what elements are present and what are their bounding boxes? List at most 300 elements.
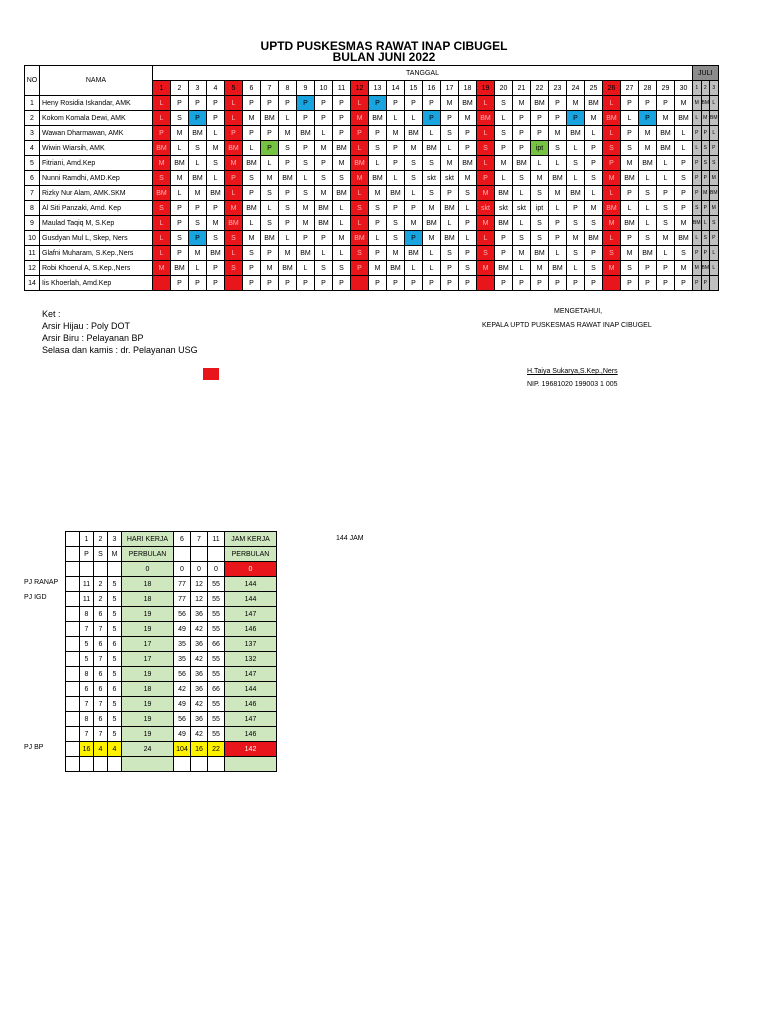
shift-cell: P bbox=[261, 246, 279, 261]
juli-shift-cell: P bbox=[701, 171, 710, 186]
shift-cell: L bbox=[207, 171, 225, 186]
juli-day-header: 3 bbox=[710, 81, 719, 96]
shift-cell: P bbox=[315, 96, 333, 111]
row-name: Fitriani, Amd.Kep bbox=[40, 156, 153, 171]
shift-cell: L bbox=[459, 231, 477, 246]
shift-cell: P bbox=[549, 231, 567, 246]
shift-cell: S bbox=[477, 141, 495, 156]
shift-cell: P bbox=[495, 276, 513, 291]
juli-shift-cell: BM bbox=[701, 261, 710, 276]
recap-b: 0 bbox=[174, 562, 191, 577]
shift-cell: M bbox=[333, 231, 351, 246]
shift-cell: P bbox=[333, 126, 351, 141]
row-no: 1 bbox=[25, 96, 40, 111]
shift-cell: M bbox=[639, 126, 657, 141]
juli-shift-cell: S bbox=[710, 216, 719, 231]
shift-cell: L bbox=[423, 246, 441, 261]
shift-cell: P bbox=[243, 126, 261, 141]
shift-cell: BM bbox=[459, 156, 477, 171]
juli-shift-cell: S bbox=[701, 231, 710, 246]
shift-cell: L bbox=[225, 186, 243, 201]
shift-cell: P bbox=[675, 276, 693, 291]
shift-cell: L bbox=[405, 186, 423, 201]
shift-cell: BM bbox=[477, 111, 495, 126]
recap-row bbox=[66, 727, 277, 742]
schedule-row bbox=[25, 231, 719, 246]
shift-cell: P bbox=[459, 216, 477, 231]
shift-cell: P bbox=[189, 201, 207, 216]
shift-cell: L bbox=[621, 201, 639, 216]
recap-b: 0 bbox=[191, 562, 208, 577]
schedule-row bbox=[25, 261, 719, 276]
shift-cell: P bbox=[207, 201, 225, 216]
shift-cell: BM bbox=[441, 201, 459, 216]
shift-cell: S bbox=[585, 171, 603, 186]
juli-shift-cell: P bbox=[701, 126, 710, 141]
shift-cell: ipt bbox=[531, 141, 549, 156]
recap-a: 7 bbox=[80, 622, 94, 637]
shift-cell: M bbox=[621, 156, 639, 171]
shift-cell: P bbox=[297, 231, 315, 246]
day-header: 27 bbox=[621, 81, 639, 96]
shift-cell: L bbox=[657, 171, 675, 186]
recap-b: 42 bbox=[191, 622, 208, 637]
recap-b: 36 bbox=[191, 682, 208, 697]
shift-cell: S bbox=[585, 216, 603, 231]
shift-cell: M bbox=[531, 171, 549, 186]
recap-jam: 137 bbox=[225, 637, 277, 652]
schedule-row bbox=[25, 246, 719, 261]
juli-shift-cell: M bbox=[710, 201, 719, 216]
shift-cell: L bbox=[225, 96, 243, 111]
shift-cell: P bbox=[369, 216, 387, 231]
juli-shift-cell: S bbox=[710, 156, 719, 171]
shift-cell: S bbox=[153, 171, 171, 186]
shift-cell: P bbox=[297, 111, 315, 126]
schedule-row bbox=[25, 156, 719, 171]
recap-head-num: 2 bbox=[94, 532, 108, 547]
shift-cell: S bbox=[621, 261, 639, 276]
recap-blank bbox=[66, 592, 80, 607]
shift-cell: S bbox=[207, 156, 225, 171]
shift-cell: BM bbox=[549, 261, 567, 276]
recap-blank bbox=[208, 757, 225, 772]
shift-cell: S bbox=[459, 261, 477, 276]
shift-cell: L bbox=[243, 216, 261, 231]
shift-cell: skt bbox=[477, 201, 495, 216]
shift-cell: BM bbox=[675, 231, 693, 246]
shift-cell: L bbox=[513, 216, 531, 231]
shift-cell: M bbox=[585, 111, 603, 126]
recap-row bbox=[66, 622, 277, 637]
shift-cell: L bbox=[153, 96, 171, 111]
shift-cell: P bbox=[243, 261, 261, 276]
juli-shift-cell: P bbox=[701, 201, 710, 216]
recap-hari: 18 bbox=[122, 577, 174, 592]
recap-jam: 142 bbox=[225, 742, 277, 757]
shift-cell: L bbox=[171, 186, 189, 201]
shift-cell: P bbox=[207, 261, 225, 276]
juli-shift-cell: L bbox=[710, 261, 719, 276]
row-name: Glafni Muharam, S.Kep.,Ners bbox=[40, 246, 153, 261]
day-header: 12 bbox=[351, 81, 369, 96]
col-juli-header: JULI bbox=[693, 66, 719, 81]
shift-cell: BM bbox=[297, 246, 315, 261]
shift-cell: L bbox=[369, 156, 387, 171]
shift-cell: P bbox=[387, 141, 405, 156]
recap-b: 56 bbox=[174, 712, 191, 727]
shift-cell: P bbox=[657, 276, 675, 291]
shift-cell: M bbox=[279, 246, 297, 261]
recap-b: 42 bbox=[191, 652, 208, 667]
shift-cell: skt bbox=[441, 171, 459, 186]
recap-head-code: M bbox=[108, 547, 122, 562]
recap-a: 5 bbox=[108, 697, 122, 712]
shift-cell: P bbox=[297, 141, 315, 156]
shift-cell: BM bbox=[621, 216, 639, 231]
row-name: Iis Khoerlah, Amd.Kep bbox=[40, 276, 153, 291]
shift-cell: P bbox=[459, 141, 477, 156]
shift-cell: M bbox=[351, 171, 369, 186]
shift-cell: L bbox=[405, 111, 423, 126]
recap-a: 16 bbox=[80, 742, 94, 757]
row-no: 14 bbox=[25, 276, 40, 291]
recap-a: 2 bbox=[94, 577, 108, 592]
recap-jam: 132 bbox=[225, 652, 277, 667]
recap-jam: 0 bbox=[225, 562, 277, 577]
shift-cell: P bbox=[171, 216, 189, 231]
shift-cell: S bbox=[315, 261, 333, 276]
day-header: 17 bbox=[441, 81, 459, 96]
recap-a: 5 bbox=[108, 622, 122, 637]
shift-cell: P bbox=[279, 186, 297, 201]
shift-cell: L bbox=[351, 141, 369, 156]
day-header: 10 bbox=[315, 81, 333, 96]
side-note: 144 JAM bbox=[336, 535, 364, 542]
col-no-header: NO bbox=[25, 66, 40, 96]
shift-cell: P bbox=[639, 276, 657, 291]
day-header: 28 bbox=[639, 81, 657, 96]
recap-a: 6 bbox=[94, 667, 108, 682]
recap-blank bbox=[66, 652, 80, 667]
shift-cell: BM bbox=[315, 201, 333, 216]
shift-cell: M bbox=[261, 171, 279, 186]
shift-cell: L bbox=[567, 171, 585, 186]
shift-cell: P bbox=[585, 141, 603, 156]
shift-cell: L bbox=[387, 111, 405, 126]
shift-cell: L bbox=[675, 141, 693, 156]
recap-a: 7 bbox=[94, 652, 108, 667]
juli-shift-cell: L bbox=[701, 216, 710, 231]
shift-cell: L bbox=[225, 246, 243, 261]
recap-jam: 146 bbox=[225, 727, 277, 742]
recap-a: 6 bbox=[94, 682, 108, 697]
shift-cell: BM bbox=[207, 186, 225, 201]
shift-cell: BM bbox=[171, 261, 189, 276]
juli-shift-cell: M bbox=[710, 171, 719, 186]
kepala-label: KEPALA UPTD PUSKESMAS RAWAT INAP CIBUGEL bbox=[482, 322, 652, 329]
recap-jam: 147 bbox=[225, 712, 277, 727]
recap-b: 55 bbox=[208, 652, 225, 667]
shift-cell: P bbox=[279, 156, 297, 171]
shift-cell: M bbox=[423, 201, 441, 216]
row-no: 10 bbox=[25, 231, 40, 246]
shift-cell: L bbox=[423, 261, 441, 276]
day-header: 9 bbox=[297, 81, 315, 96]
recap-b: 42 bbox=[191, 697, 208, 712]
shift-cell: M bbox=[549, 186, 567, 201]
juli-day-header: 1 bbox=[693, 81, 702, 96]
shift-cell: M bbox=[423, 231, 441, 246]
shift-cell: P bbox=[171, 246, 189, 261]
shift-cell: P bbox=[369, 246, 387, 261]
recap-row-label: PJ BP bbox=[24, 744, 44, 751]
recap-row bbox=[66, 577, 277, 592]
shift-cell: S bbox=[495, 126, 513, 141]
shift-cell: BM bbox=[459, 96, 477, 111]
shift-cell: M bbox=[387, 246, 405, 261]
shift-cell: P bbox=[531, 276, 549, 291]
shift-cell: M bbox=[513, 96, 531, 111]
shift-cell: P bbox=[423, 111, 441, 126]
shift-cell: L bbox=[477, 96, 495, 111]
recap-b: 55 bbox=[208, 577, 225, 592]
shift-cell: P bbox=[279, 96, 297, 111]
shift-cell: P bbox=[621, 126, 639, 141]
recap-hari: 17 bbox=[122, 652, 174, 667]
recap-a: 7 bbox=[94, 727, 108, 742]
shift-cell: P bbox=[441, 261, 459, 276]
juli-shift-cell: L bbox=[710, 96, 719, 111]
shift-cell: M bbox=[441, 96, 459, 111]
recap-a: 11 bbox=[80, 577, 94, 592]
shift-cell: L bbox=[477, 156, 495, 171]
shift-cell: P bbox=[351, 261, 369, 276]
note-line: Selasa dan kamis : dr. Pelayanan USG bbox=[42, 345, 198, 355]
shift-cell: P bbox=[495, 246, 513, 261]
juli-shift-cell: M bbox=[693, 261, 702, 276]
row-name: Wiwin Wiarsih, AMK bbox=[40, 141, 153, 156]
recap-b: 66 bbox=[208, 682, 225, 697]
day-header: 14 bbox=[387, 81, 405, 96]
shift-cell: L bbox=[153, 216, 171, 231]
shift-cell: L bbox=[549, 246, 567, 261]
recap-b: 56 bbox=[174, 667, 191, 682]
shift-cell: P bbox=[333, 111, 351, 126]
shift-cell: M bbox=[549, 126, 567, 141]
recap-perbulan-header: PERBULAN bbox=[225, 547, 277, 562]
juli-shift-cell: P bbox=[693, 156, 702, 171]
shift-cell: P bbox=[387, 96, 405, 111]
shift-cell: L bbox=[153, 246, 171, 261]
shift-cell: BM bbox=[621, 171, 639, 186]
shift-cell: P bbox=[441, 276, 459, 291]
shift-cell: L bbox=[261, 156, 279, 171]
shift-cell: BM bbox=[513, 156, 531, 171]
shift-cell: BM bbox=[423, 141, 441, 156]
shift-cell: M bbox=[603, 171, 621, 186]
shift-cell: L bbox=[639, 216, 657, 231]
shift-cell: S bbox=[225, 231, 243, 246]
shift-cell: L bbox=[621, 111, 639, 126]
shift-cell: P bbox=[315, 156, 333, 171]
mengetahui-label: MENGETAHUI, bbox=[554, 308, 603, 315]
juli-shift-cell bbox=[710, 276, 719, 291]
recap-a: 8 bbox=[80, 667, 94, 682]
shift-cell: L bbox=[369, 231, 387, 246]
recap-a: 6 bbox=[108, 682, 122, 697]
shift-cell: L bbox=[549, 156, 567, 171]
shift-cell: L bbox=[171, 141, 189, 156]
shift-cell: BM bbox=[585, 96, 603, 111]
shift-cell: S bbox=[567, 246, 585, 261]
shift-cell: P bbox=[621, 276, 639, 291]
recap-a: 5 bbox=[108, 652, 122, 667]
shift-cell: M bbox=[171, 171, 189, 186]
shift-cell: M bbox=[513, 246, 531, 261]
recap-blank bbox=[94, 757, 108, 772]
juli-shift-cell: P bbox=[710, 231, 719, 246]
shift-cell: BM bbox=[405, 126, 423, 141]
shift-cell: BM bbox=[387, 186, 405, 201]
day-header: 18 bbox=[459, 81, 477, 96]
recap-b: 42 bbox=[174, 682, 191, 697]
shift-cell: P bbox=[513, 111, 531, 126]
day-header: 20 bbox=[495, 81, 513, 96]
shift-cell: L bbox=[333, 201, 351, 216]
shift-cell: S bbox=[567, 156, 585, 171]
recap-hari: 17 bbox=[122, 637, 174, 652]
shift-cell: BM bbox=[495, 216, 513, 231]
note-line: Arsir Hijau : Poly DOT bbox=[42, 321, 131, 331]
recap-b: 49 bbox=[174, 727, 191, 742]
shift-cell: S bbox=[657, 216, 675, 231]
row-no: 2 bbox=[25, 111, 40, 126]
row-no: 11 bbox=[25, 246, 40, 261]
shift-cell: M bbox=[477, 261, 495, 276]
shift-cell: L bbox=[153, 231, 171, 246]
shift-cell: BM bbox=[369, 111, 387, 126]
shift-cell: BM bbox=[225, 141, 243, 156]
shift-cell: P bbox=[585, 276, 603, 291]
shift-cell: S bbox=[657, 201, 675, 216]
shift-cell: L bbox=[495, 111, 513, 126]
shift-cell: S bbox=[189, 141, 207, 156]
recap-blank bbox=[66, 712, 80, 727]
shift-cell: L bbox=[261, 201, 279, 216]
shift-cell: P bbox=[333, 276, 351, 291]
recap-blank bbox=[108, 562, 122, 577]
shift-cell: P bbox=[261, 276, 279, 291]
recap-row bbox=[66, 712, 277, 727]
recap-blank bbox=[66, 577, 80, 592]
shift-cell: P bbox=[531, 126, 549, 141]
shift-cell: L bbox=[513, 261, 531, 276]
shift-cell: P bbox=[621, 96, 639, 111]
shift-cell: M bbox=[495, 156, 513, 171]
recap-b: 55 bbox=[208, 592, 225, 607]
shift-cell bbox=[477, 276, 495, 291]
shift-cell: S bbox=[153, 201, 171, 216]
shift-cell: S bbox=[387, 216, 405, 231]
shift-cell: P bbox=[315, 231, 333, 246]
shift-cell: BM bbox=[567, 126, 585, 141]
recap-hari: 19 bbox=[122, 622, 174, 637]
shift-cell: P bbox=[621, 186, 639, 201]
shift-cell: P bbox=[297, 96, 315, 111]
day-header: 29 bbox=[657, 81, 675, 96]
shift-cell: L bbox=[333, 216, 351, 231]
shift-cell: L bbox=[441, 141, 459, 156]
recap-a: 5 bbox=[108, 727, 122, 742]
shift-cell: BM bbox=[495, 261, 513, 276]
recap-b: 55 bbox=[208, 712, 225, 727]
shift-cell: P bbox=[423, 96, 441, 111]
shift-cell: S bbox=[531, 231, 549, 246]
juli-shift-cell: S bbox=[701, 156, 710, 171]
recap-b: 55 bbox=[208, 622, 225, 637]
shift-cell: P bbox=[189, 111, 207, 126]
shift-cell: S bbox=[441, 126, 459, 141]
shift-cell: L bbox=[351, 216, 369, 231]
recap-hari: 19 bbox=[122, 727, 174, 742]
shift-cell: M bbox=[567, 231, 585, 246]
shift-cell: BM bbox=[657, 126, 675, 141]
recap-blank bbox=[66, 622, 80, 637]
recap-blank bbox=[66, 727, 80, 742]
recap-head-num: 7 bbox=[191, 532, 208, 547]
shift-cell: S bbox=[369, 141, 387, 156]
shift-cell: M bbox=[351, 111, 369, 126]
shift-cell: M bbox=[387, 126, 405, 141]
shift-cell: M bbox=[153, 156, 171, 171]
recap-blank bbox=[66, 697, 80, 712]
shift-cell: P bbox=[153, 126, 171, 141]
recap-jam: 146 bbox=[225, 697, 277, 712]
shift-cell: BM bbox=[603, 201, 621, 216]
shift-cell: P bbox=[441, 186, 459, 201]
recap-head-num: 1 bbox=[80, 532, 94, 547]
day-header: 30 bbox=[675, 81, 693, 96]
red-legend-swatch bbox=[203, 368, 219, 380]
shift-cell: S bbox=[189, 216, 207, 231]
shift-cell: L bbox=[441, 216, 459, 231]
shift-cell: L bbox=[549, 201, 567, 216]
shift-cell: P bbox=[405, 231, 423, 246]
shift-cell: S bbox=[513, 231, 531, 246]
shift-cell: ipt bbox=[531, 201, 549, 216]
juli-shift-cell: L bbox=[693, 111, 702, 126]
shift-cell: P bbox=[369, 126, 387, 141]
day-header: 8 bbox=[279, 81, 297, 96]
shift-cell: M bbox=[153, 261, 171, 276]
document-title: UPTD PUSKESMAS RAWAT INAP CIBUGEL bbox=[260, 39, 508, 53]
shift-cell: BM bbox=[639, 156, 657, 171]
shift-cell: P bbox=[603, 156, 621, 171]
signatory-nip: NIP. 19681020 199003 1 005 bbox=[527, 381, 618, 388]
shift-cell: P bbox=[423, 276, 441, 291]
day-header: 4 bbox=[207, 81, 225, 96]
recap-head-code: S bbox=[94, 547, 108, 562]
shift-cell: S bbox=[405, 156, 423, 171]
shift-cell: M bbox=[225, 201, 243, 216]
day-header: 16 bbox=[423, 81, 441, 96]
shift-cell: BM bbox=[495, 186, 513, 201]
recap-a: 2 bbox=[94, 592, 108, 607]
recap-b: 36 bbox=[191, 712, 208, 727]
shift-cell: M bbox=[261, 261, 279, 276]
shift-cell: P bbox=[513, 141, 531, 156]
